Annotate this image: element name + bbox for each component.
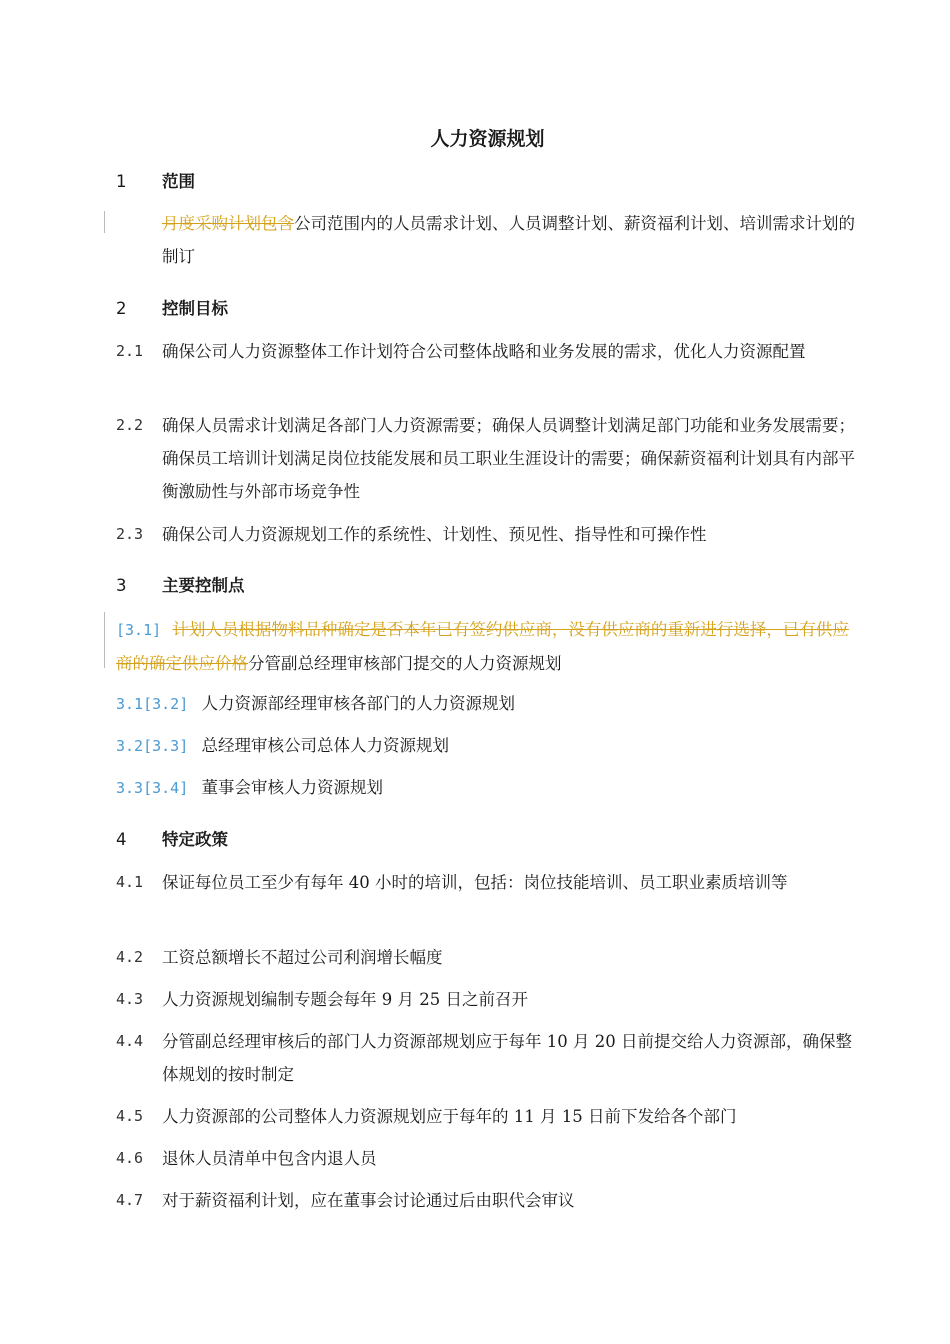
list-item [116, 1142, 861, 1175]
section-1-paragraph [162, 207, 862, 273]
item-number: 4.4 [116, 1032, 144, 1050]
item-text: 分管副总经理审核部门提交的人力资源规划 [248, 654, 562, 673]
section-title: 主要控制点 [162, 576, 245, 595]
control-point-first [116, 613, 861, 680]
revision-bar [104, 612, 105, 668]
item-text: 人力资源规划编制专题会每年 9 月 25 日之前召开 [162, 990, 528, 1009]
section-title: 控制目标 [162, 299, 228, 318]
section-4-heading [116, 825, 228, 855]
item-text: 保证每位员工至少有每年 40 小时的培训，包括：岗位技能培训、员工职业素质培训等 [162, 873, 788, 892]
item-text: 分管副总经理审核后的部门人力资源部规划应于每年 10 月 20 日前提交给人力资源部，确保整体规划的按时制定 [162, 1032, 852, 1084]
section-title: 范围 [162, 172, 195, 191]
section-3-heading [116, 571, 245, 601]
item-text: 人力资源部经理审核各部门的人力资源规划 [201, 694, 515, 713]
list-item [116, 518, 861, 551]
item-number: 4.6 [116, 1149, 144, 1167]
move-marker: [3.4] [143, 779, 189, 797]
revision-bar [104, 211, 105, 233]
item-text: 确保公司人力资源整体工作计划符合公司整体战略和业务发展的需求，优化人力资源配置 [162, 342, 806, 361]
item-number: 4.1 [116, 873, 144, 891]
list-item [116, 687, 861, 721]
item-text: 人力资源部的公司整体人力资源规划应于每年的 11 月 15 日前下发给各个部门 [162, 1107, 737, 1126]
item-number: 4.2 [116, 948, 144, 966]
move-marker: [3.2] [143, 695, 189, 713]
item-number: 4.7 [116, 1191, 144, 1209]
section-number: 2 [116, 299, 127, 318]
item-number: 3.2 [116, 737, 144, 755]
section-number: 3 [116, 576, 127, 595]
list-item [116, 771, 861, 805]
section-number: 4 [116, 830, 127, 849]
item-number: 2.2 [116, 416, 144, 434]
item-text: 确保公司人力资源规划工作的系统性、计划性、预见性、指导性和可操作性 [162, 525, 707, 544]
section-2-heading [116, 294, 228, 324]
list-item [116, 866, 861, 899]
item-number: 3.3 [116, 779, 144, 797]
list-item [116, 1184, 861, 1217]
move-marker: [3.1] [116, 621, 162, 639]
document-title: 人力资源规划 [430, 128, 545, 150]
item-text: 董事会审核人力资源规划 [201, 778, 383, 797]
list-item [116, 335, 861, 368]
item-number: 2.3 [116, 525, 144, 543]
list-item [116, 409, 861, 508]
item-text: 总经理审核公司总体人力资源规划 [201, 736, 449, 755]
move-marker: [3.3] [143, 737, 189, 755]
deleted-text: 计划人员根据物料品种确定是否本年已有签约供应商，没有供应商的重新进行选择，已有供应商的确定供应价格 [116, 620, 849, 673]
item-text: 确保人员需求计划满足各部门人力资源需要；确保人员调整计划满足部门功能和业务发展需要；确保员工培训计划满足岗位技能发展和员工职业生涯设计的需要；确保薪资福利计划具有内部平衡激励性与外部市场竞争性 [162, 416, 855, 501]
item-number: 3.1 [116, 695, 144, 713]
item-number: 4.5 [116, 1107, 144, 1125]
deleted-text: 月度采购计划包含 [162, 214, 294, 233]
list-item [116, 1025, 861, 1091]
item-text: 对于薪资福利计划，应在董事会讨论通过后由职代会审议 [162, 1191, 575, 1210]
paragraph-text: 公司范围内的人员需求计划、人员调整计划、薪资福利计划、培训需求计划的制订 [162, 214, 855, 266]
item-number: 4.3 [116, 990, 144, 1008]
item-text: 退休人员清单中包含内退人员 [162, 1149, 377, 1168]
section-1-heading [116, 167, 195, 197]
list-item [116, 1100, 861, 1133]
list-item [116, 983, 861, 1016]
item-text: 工资总额增长不超过公司利润增长幅度 [162, 948, 443, 967]
section-title: 特定政策 [162, 830, 228, 849]
section-number: 1 [116, 172, 127, 191]
list-item [116, 729, 861, 763]
list-item [116, 941, 861, 974]
item-number: 2.1 [116, 342, 144, 360]
